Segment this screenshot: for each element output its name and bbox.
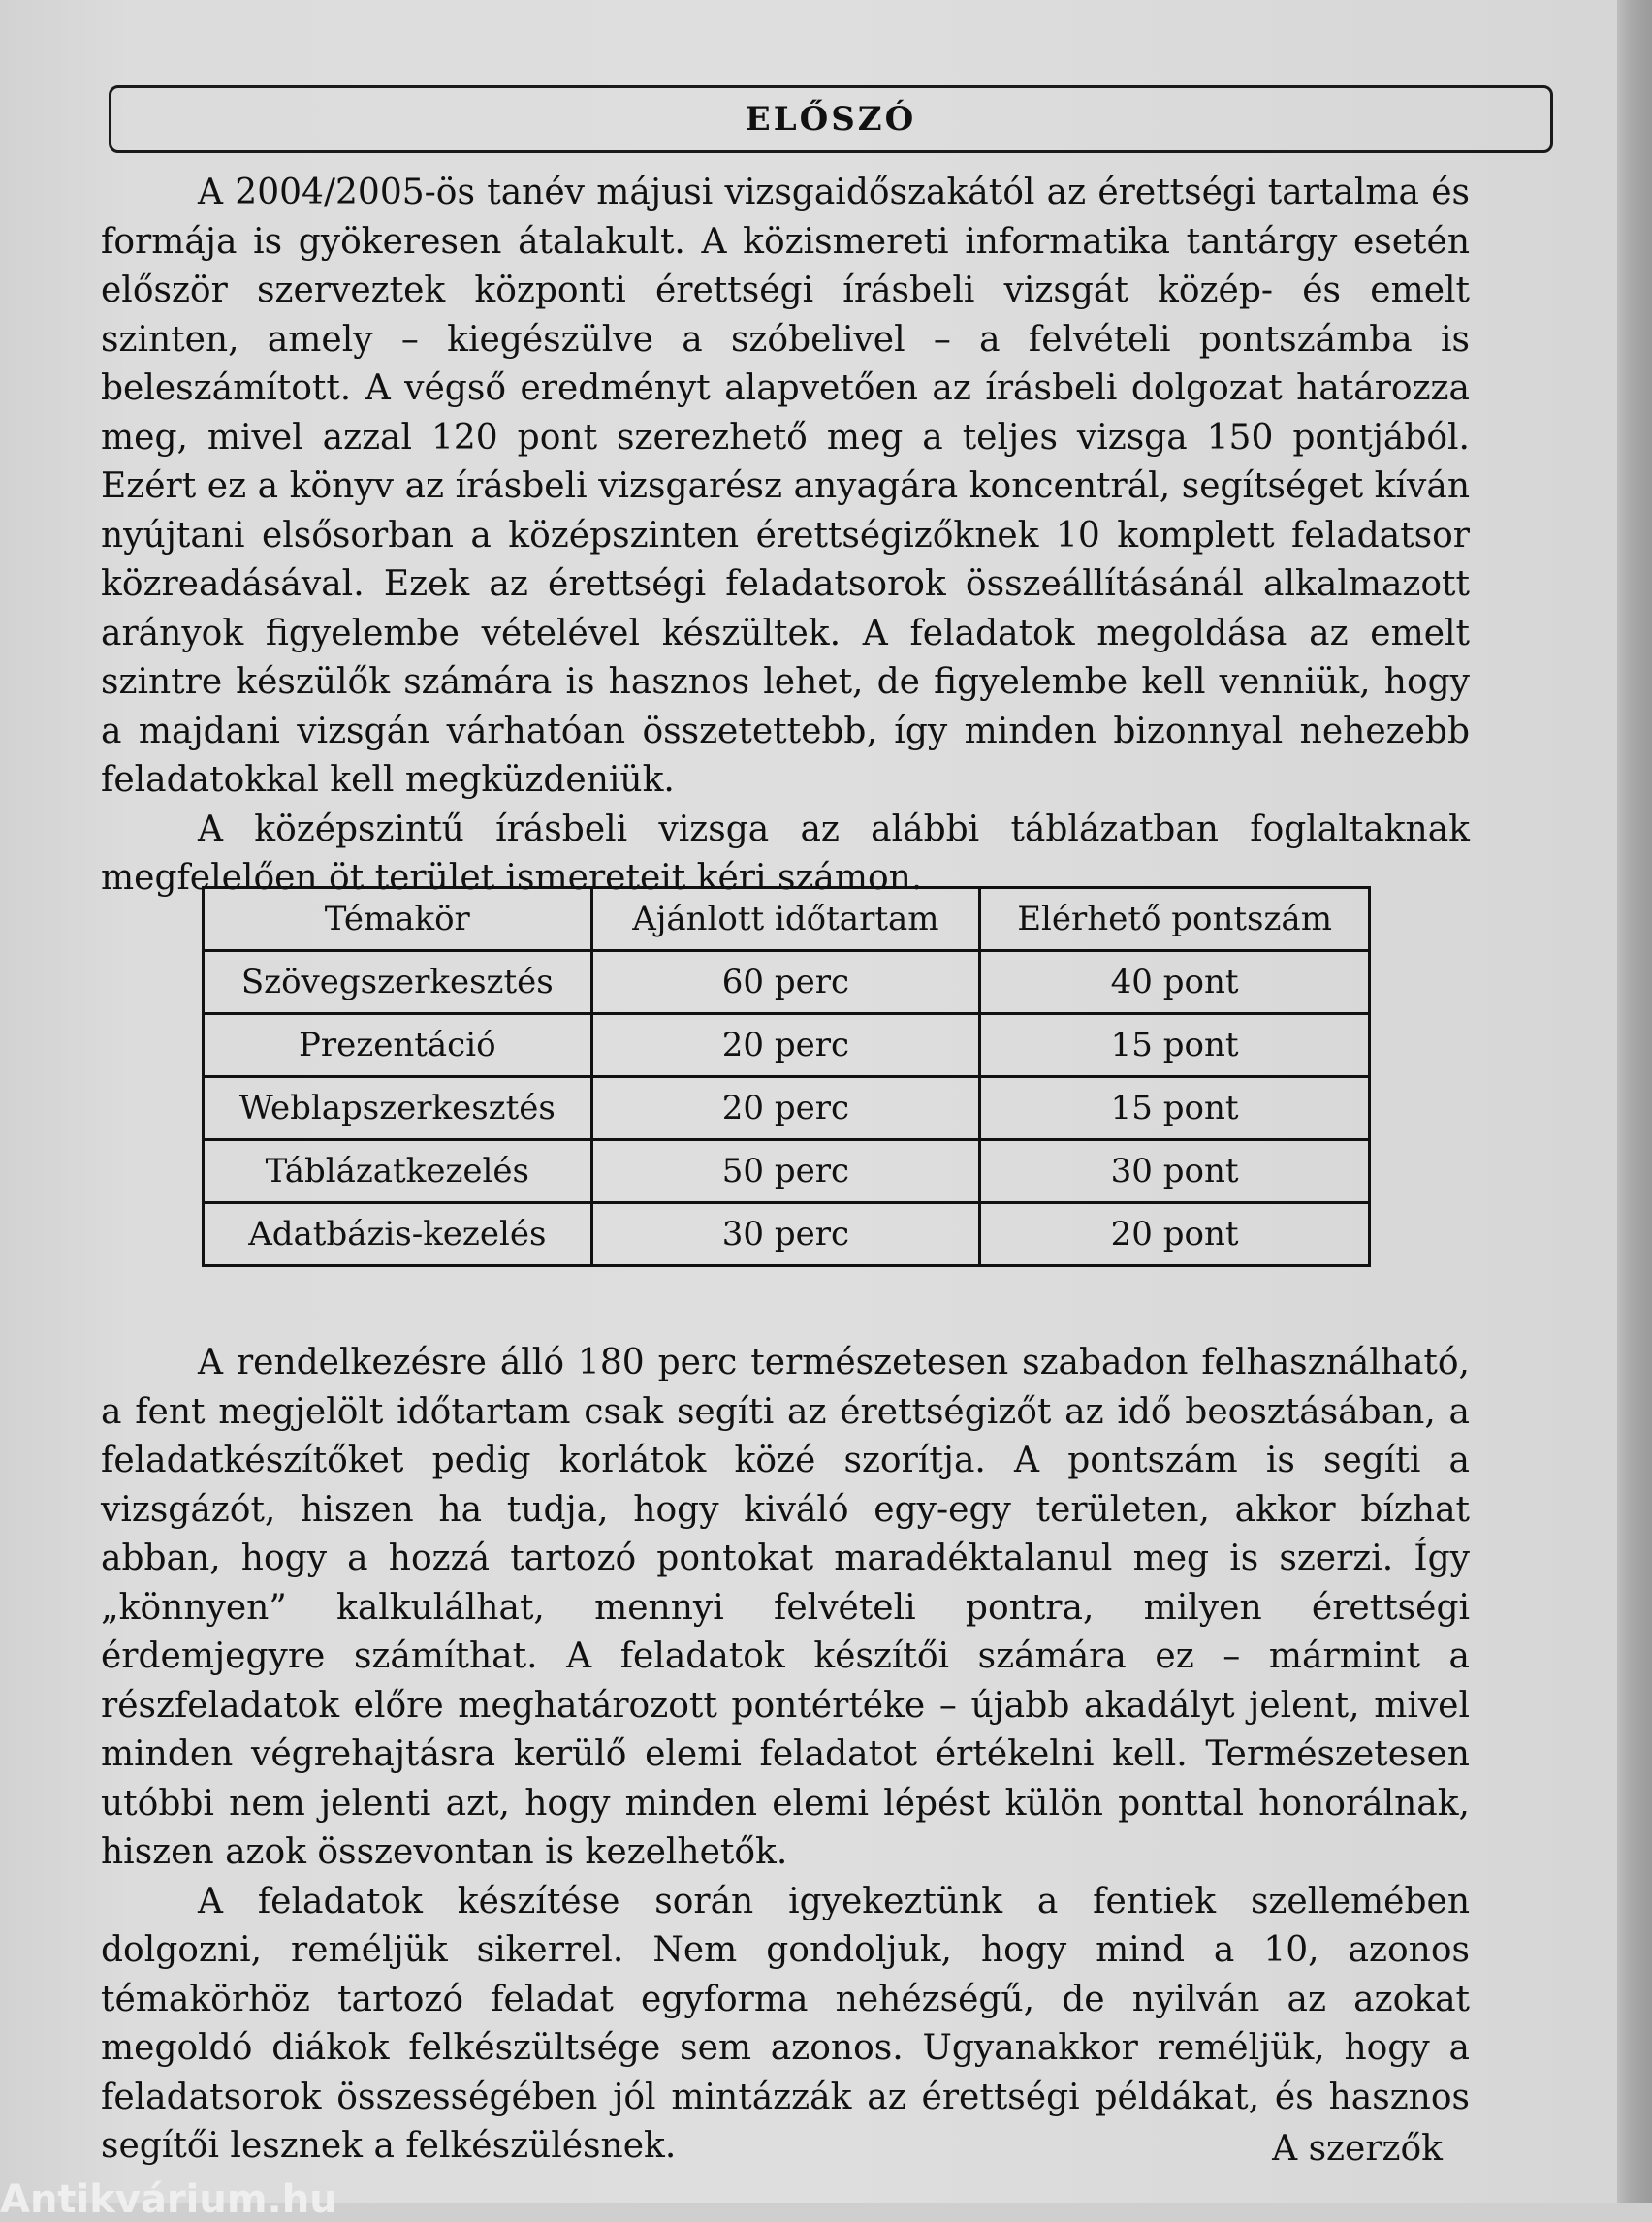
signature: A szerzők [1272,2129,1443,2169]
cell-topic: Táblázatkezelés [204,1140,592,1203]
header-duration: Ajánlott időtartam [591,888,980,951]
paragraph-3: A rendelkezésre álló 180 perc természetesen szabadon felhasználható, a fent megjelölt időtartam csak segíti az érettségizőt az idő beosztásában, a feladatkészítőket pedig korlátok közé szorítja. A pontszám is segíti a vizsgázót, hiszen ha tudja, hogy kiváló egy-egy területen, akkor bízhat abban, hogy a hozzá tartozó pontokat maradéktalanul meg is szerzi. Így „könnyen” kalkulálhat, mennyi felvételi pontra, milyen érettségi érdemjegyre számíthat. A feladatok készítői számára ez – mármint a részfeladatok előre meghatározott pontértéke – újabb akadályt jelent, mivel minden végrehajtásra kerülő elemi feladatot értékelni kell. Természetesen utóbbi nem jelenti azt, hogy minden elemi lépést külön ponttal honorálnak, hiszen azok összevontan is kezelhetők. [101,1343,1470,1872]
paragraph-2: A középszintű írásbeli vizsga az alábbi táblázatban foglaltaknak megfelelően öt terület ismereteit kéri számon. [101,809,1470,898]
table-row [204,1014,1370,1077]
cell-duration: 20 perc [591,1014,980,1077]
cell-topic: Weblapszerkesztés [204,1077,592,1140]
cell-points: 15 pont [980,1077,1370,1140]
title-box [109,85,1553,153]
cell-duration: 20 perc [591,1077,980,1140]
cell-points: 20 pont [980,1203,1370,1266]
paragraph-1: A 2004/2005-ös tanév májusi vizsgaidőszakától az érettségi tartalma és formája is gyökeresen átalakult. A közismereti informatika tantárgy esetén először szerveztek központi érettségi írásbeli vizsgát közép- és emelt szinten, amely – kiegészülve a szóbelivel – a felvételi pontszámba is beleszámított. A végső eredményt alapvetően az írásbeli dolgozat határozza meg, mivel azzal 120 pont szerezhető meg a teljes vizsga 150 pontjából. Ezért ez a könyv az írásbeli vizsgarész anyagára koncentrál, segítséget kíván nyújtani elsősorban a középszinten érettségizőknek 10 komplett feladatsor közreadásával. Ezek az érettségi feladatsorok összeállításánál alkalmazott arányok figyelembe vételével készültek. A feladatok megoldása az emelt szintre készülők számára is hasznos lehet, de figyelembe kell venniük, hogy a majdani vizsgán várhatóan összetettebb, így minden bizonnyal nehezebb feladatokkal kell megküzdeniük. [101,173,1470,800]
book-spine-shadow [1617,0,1652,2203]
table-header-row [204,888,1370,951]
cell-duration: 60 perc [591,951,980,1014]
table-row [204,1140,1370,1203]
cell-points: 40 pont [980,951,1370,1014]
closing-text [101,1339,1470,2172]
cell-duration: 50 perc [591,1140,980,1203]
paragraph-4: A feladatok készítése során igyekeztünk a fentiek szellemében dolgozni, reméljük sikerrel. Nem gondoljuk, hogy mind a 10, azonos témakörhöz tartozó feladat egyforma nehézségű, de nyilván az azokat megoldó diákok felkészültsége sem azonos. Ugyanakkor reméljük, hogy a feladatsorok összességében jól mintázzák az érettségi példákat, és hasznos segítői lesznek a felkészülésnek. [101,1881,1470,2166]
cell-topic: Prezentáció [204,1014,592,1077]
table-row [204,1077,1370,1140]
cell-points: 15 pont [980,1014,1370,1077]
cell-duration: 30 perc [591,1203,980,1266]
exam-topics-table [202,886,1371,1267]
cell-topic: Szövegszerkesztés [204,951,592,1014]
watermark: Antikvárium.hu [0,2177,337,2222]
header-points: Elérhető pontszám [980,888,1370,951]
page-title: ELŐSZÓ [745,100,917,139]
table-row [204,1203,1370,1266]
table-row [204,951,1370,1014]
header-topic: Témakör [204,888,592,951]
intro-text [101,169,1470,904]
cell-topic: Adatbázis-kezelés [204,1203,592,1266]
cell-points: 30 pont [980,1140,1370,1203]
